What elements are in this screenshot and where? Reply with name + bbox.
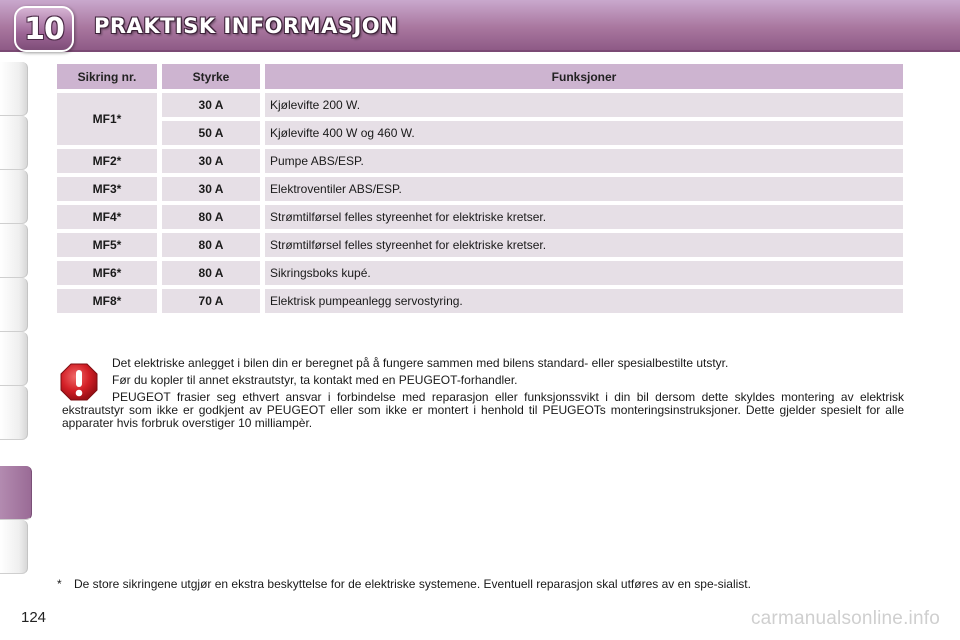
function-cell: Kjølevifte 400 W og 460 W. xyxy=(265,121,903,145)
table-row xyxy=(162,121,903,145)
note-paragraph: PEUGEOT frasier seg ethvert ansvar i forbindelse med reparasjon eller funksjonssvikt i din bil dersom dette skyldes montering av elektrisk ekstrautstyr som ikke er godkjent av PEUGEOT eller som ikke er montert i henhold til PEUGEOTs monteringsinstruksjoner. Dette gjelder spesielt for alle apparater hvis forbruk overstiger 10 milliampèr. xyxy=(62,390,904,430)
fuse-id-cell: MF5* xyxy=(57,233,157,257)
rating-cell: 80 A xyxy=(162,261,260,285)
table-row xyxy=(162,205,903,229)
rating-cell: 50 A xyxy=(162,121,260,145)
column-header-rating: Styrke xyxy=(162,64,260,89)
page-number: 124 xyxy=(21,609,47,626)
table-row xyxy=(162,261,903,285)
fuse-id-cell: MF3* xyxy=(57,177,157,201)
table-row-group xyxy=(57,149,903,173)
chapter-tab-active[interactable] xyxy=(0,466,32,520)
fuse-table xyxy=(57,64,903,313)
table-row xyxy=(162,289,903,313)
function-cell: Elektrisk pumpeanlegg servostyring. xyxy=(265,289,903,313)
watermark: carmanualsonline.info xyxy=(750,608,940,629)
chapter-tab[interactable] xyxy=(0,224,28,278)
table-row xyxy=(162,177,903,201)
fuse-id-cell: MF1* xyxy=(57,93,157,145)
table-row-group xyxy=(57,261,903,285)
page-title: PRAKTISK INFORMASJON xyxy=(94,14,399,38)
function-cell: Pumpe ABS/ESP. xyxy=(265,149,903,173)
table-row-group xyxy=(57,177,903,201)
function-cell: Sikringsboks kupé. xyxy=(265,261,903,285)
table-row-group xyxy=(57,205,903,229)
note-paragraph: Det elektriske anlegget i bilen din er beregnet på å fungere sammen med bilens standard- eller spesialbestilte utstyr. xyxy=(112,356,729,370)
fuse-id-cell: MF2* xyxy=(57,149,157,173)
chapter-badge xyxy=(14,6,74,52)
fuse-id-cell: MF6* xyxy=(57,261,157,285)
footnote-text: De store sikringene utgjør en ekstra beskyttelse for de elektriske systemene. Eventuell reparasjon skal utføres av en spe-sialist. xyxy=(74,577,751,591)
table-row-group xyxy=(57,93,903,145)
rating-cell: 30 A xyxy=(162,93,260,117)
rating-cell: 80 A xyxy=(162,205,260,229)
warning-note xyxy=(62,357,904,434)
footnote xyxy=(57,578,903,591)
column-header-functions: Funksjoner xyxy=(265,64,903,89)
table-row xyxy=(162,233,903,257)
footnote-marker: * xyxy=(57,577,62,591)
table-header xyxy=(57,64,903,89)
function-cell: Strømtilførsel felles styreenhet for elektriske kretser. xyxy=(265,233,903,257)
note-paragraph: Før du kopler til annet ekstrautstyr, ta kontakt med en PEUGEOT-forhandler. xyxy=(112,373,518,387)
table-row xyxy=(162,149,903,173)
rating-cell: 70 A xyxy=(162,289,260,313)
chapter-tab[interactable] xyxy=(0,62,28,116)
chapter-tab-rail xyxy=(0,62,34,582)
fuse-id-cell: MF4* xyxy=(57,205,157,229)
function-cell: Strømtilførsel felles styreenhet for elektriske kretser. xyxy=(265,205,903,229)
chapter-tab[interactable] xyxy=(0,332,28,386)
chapter-tab[interactable] xyxy=(0,116,28,170)
chapter-number: 10 xyxy=(24,11,64,47)
chapter-tab[interactable] xyxy=(0,278,28,332)
rating-cell: 30 A xyxy=(162,177,260,201)
function-cell: Elektroventiler ABS/ESP. xyxy=(265,177,903,201)
rating-cell: 80 A xyxy=(162,233,260,257)
table-row-group xyxy=(57,233,903,257)
chapter-tab[interactable] xyxy=(0,170,28,224)
function-cell: Kjølevifte 200 W. xyxy=(265,93,903,117)
rating-cell: 30 A xyxy=(162,149,260,173)
table-row-group xyxy=(57,289,903,313)
chapter-tab[interactable] xyxy=(0,386,28,440)
column-header-fuse: Sikring nr. xyxy=(57,64,157,89)
chapter-tab[interactable] xyxy=(0,520,28,574)
table-row xyxy=(162,93,903,117)
fuse-id-cell: MF8* xyxy=(57,289,157,313)
